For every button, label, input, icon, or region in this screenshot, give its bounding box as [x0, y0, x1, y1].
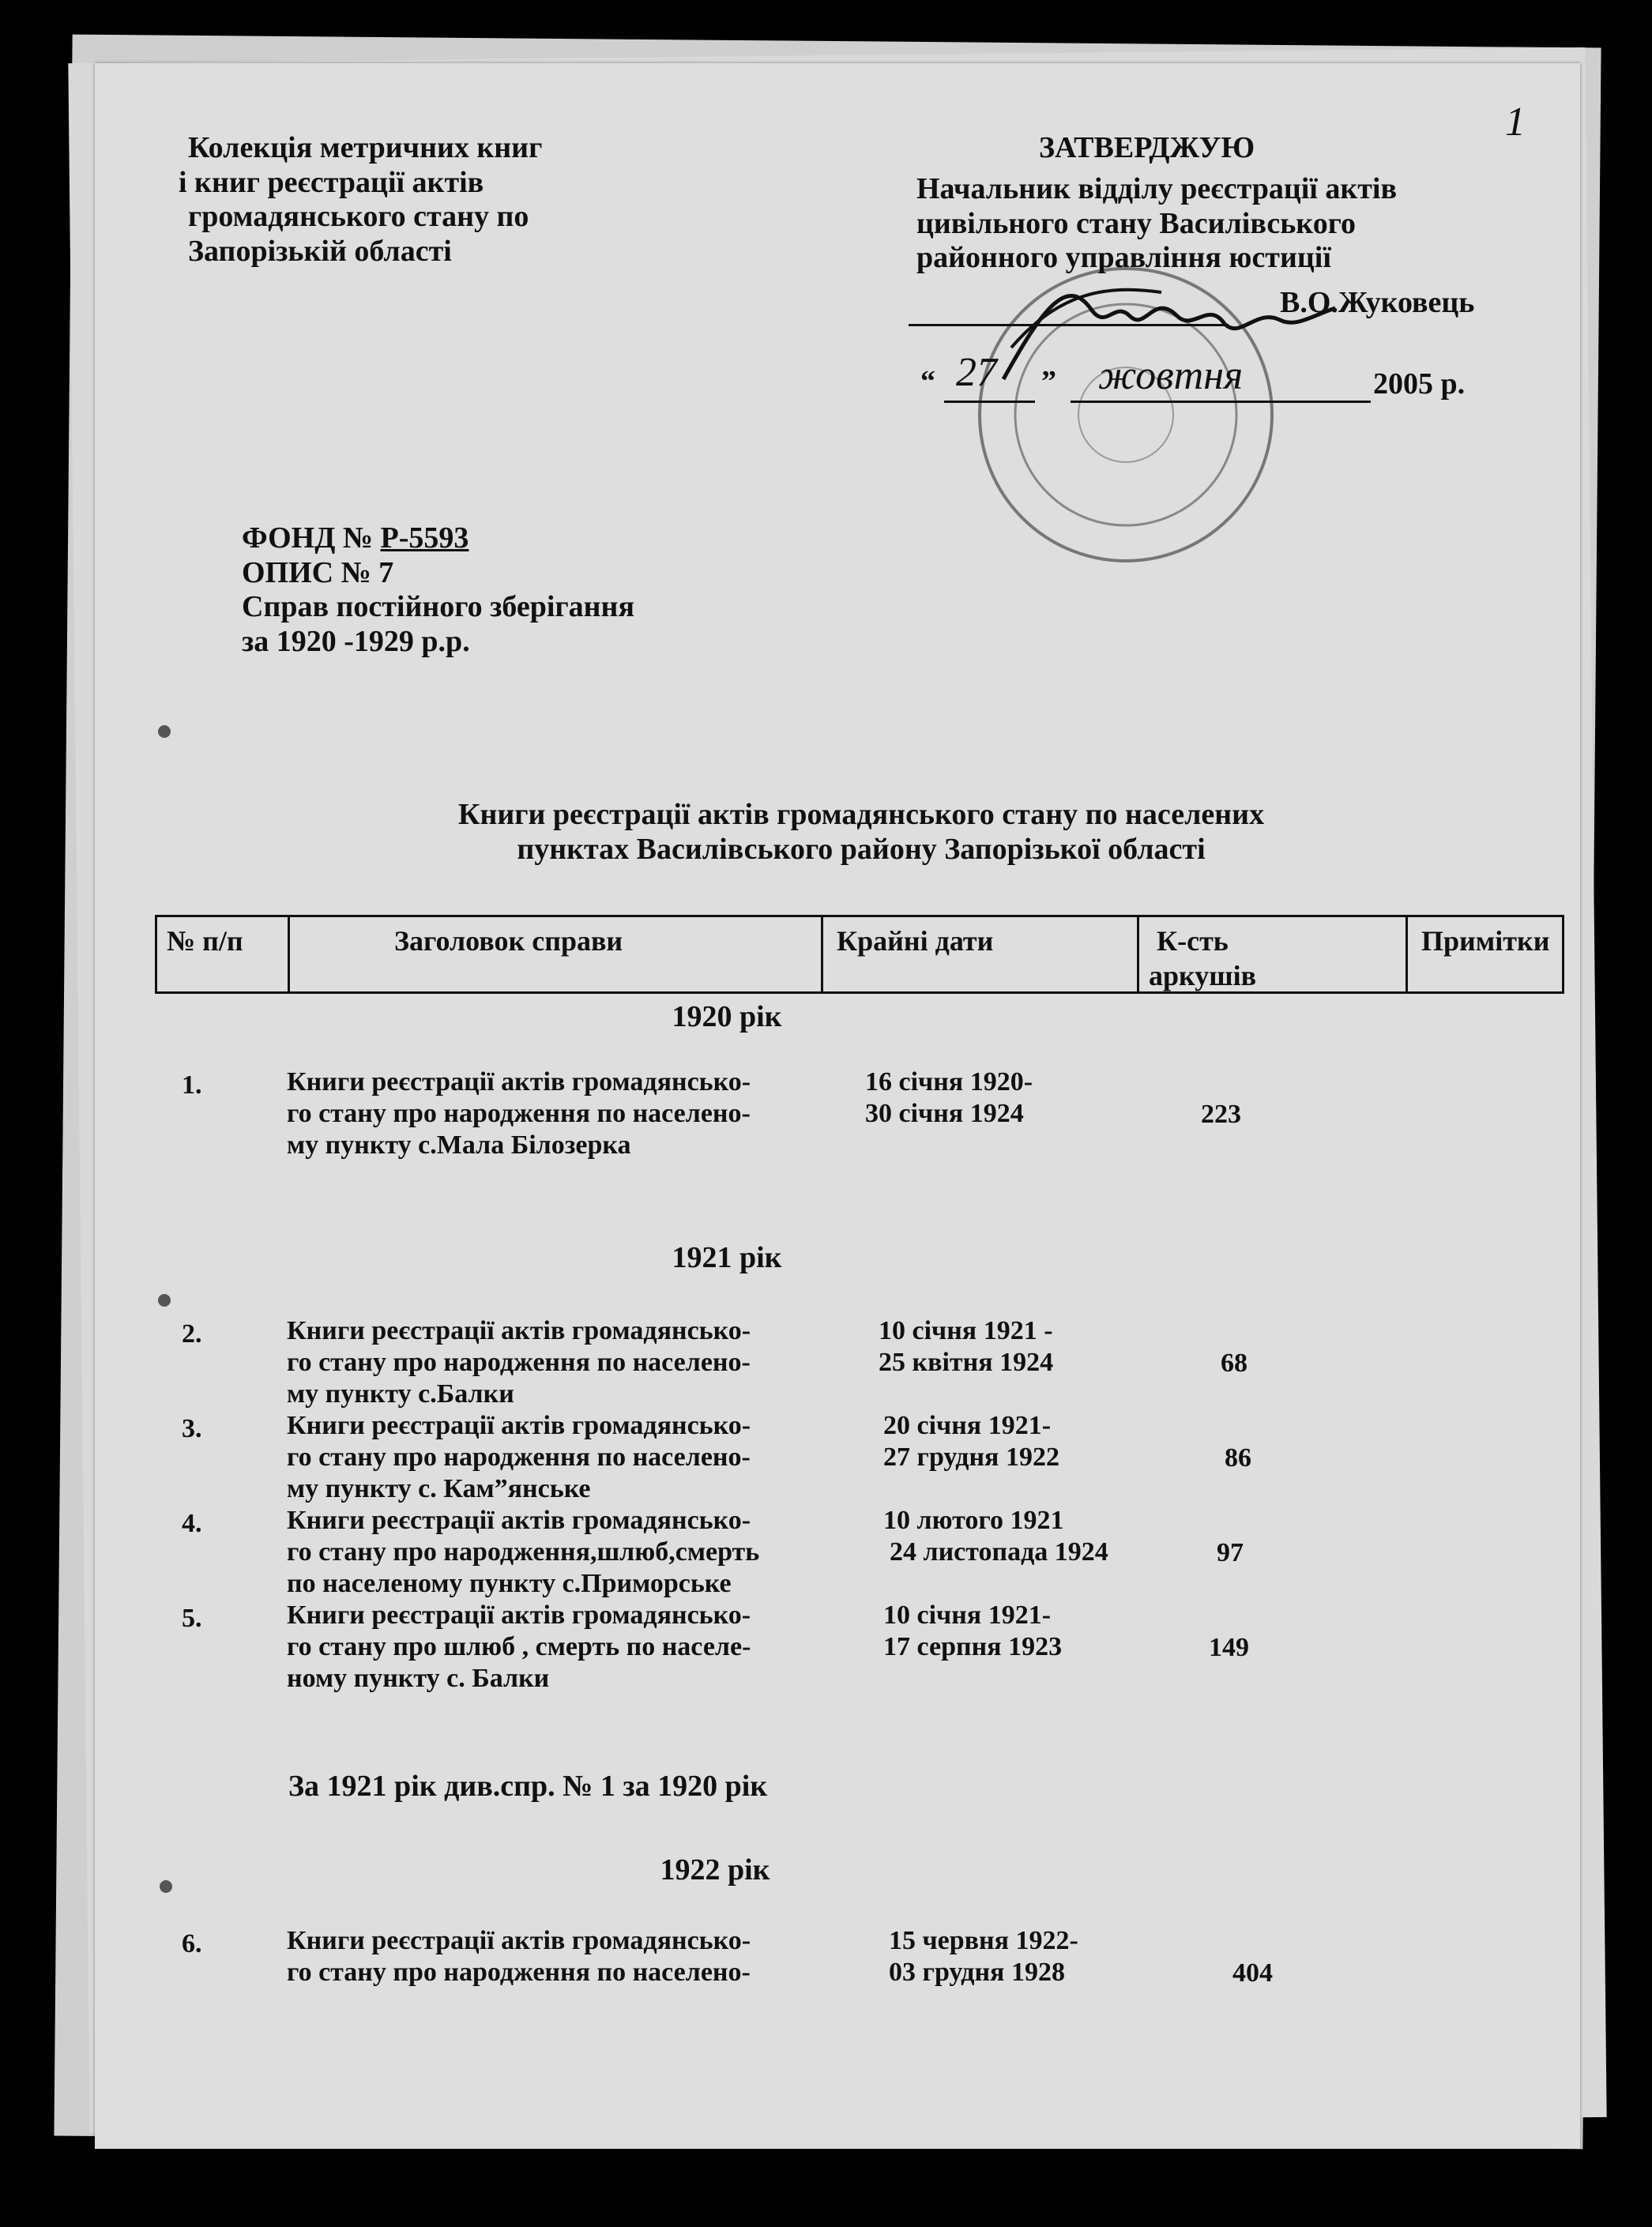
row-title: Книги реєстрації актів громадянсько- го стану про народження,шлюб,смерть по населеному пункту с.Приморське	[287, 1506, 760, 1598]
fond-block: ФОНД № Р-5593 ОПИС № 7 Справ постійного зберігання за 1920 -1929 р.р.	[242, 521, 635, 659]
row-dates: 10 січня 1921- 17 серпня 1923	[883, 1601, 1063, 1661]
punch-hole	[158, 1294, 171, 1307]
row-number: 2.	[182, 1319, 202, 1349]
date-day: 27	[956, 350, 997, 395]
date-day-line	[944, 401, 1035, 403]
col-sheets-header: К-сть	[1157, 925, 1229, 957]
row-title: Книги реєстрації актів громадянсько- го стану про шлюб , смерть по населе- ному пункту с. Балки	[287, 1601, 751, 1693]
punch-hole	[160, 1880, 172, 1893]
note-1921: За 1921 рік див.спр. № 1 за 1920 рік	[288, 1770, 768, 1803]
punch-hole	[158, 725, 171, 738]
row-dates: 16 січня 1920- 30 січня 1924	[865, 1067, 1033, 1128]
col-notes-header: Примітки	[1421, 925, 1550, 957]
document-page	[95, 63, 1580, 2149]
row-title: Книги реєстрації актів громадянсько- го стану про народження по населено- му пункту с.Балки	[287, 1316, 751, 1409]
year-heading-1920: 1920 рік	[672, 1000, 782, 1033]
row-dates: 10 січня 1921 - 25 квітня 1924	[879, 1316, 1054, 1377]
row-title: Книги реєстрації актів громадянсько- го стану про народження по населено- му пункту с.Мала Білозерка	[287, 1067, 751, 1160]
col-dates-header: Крайні дати	[837, 925, 994, 957]
row-number: 1.	[182, 1070, 202, 1100]
row-number: 3.	[182, 1414, 202, 1443]
date-close-quote: ”	[1041, 365, 1056, 398]
row-sheets: 404	[1232, 1958, 1273, 1988]
collection-title: Колекція метричних книг і книг реєстрації актів громадянського стану по Запорізькій області	[179, 131, 543, 269]
year-heading-1921: 1921 рік	[672, 1241, 782, 1274]
row-dates: 15 червня 1922- 03 грудня 1928	[889, 1926, 1078, 1987]
date-year: 2005 р.	[1373, 367, 1466, 401]
table-header	[155, 915, 1564, 994]
page-number-mark: 1	[1505, 100, 1526, 145]
row-title: Книги реєстрації актів громадянсько- го стану про народження по населено-	[287, 1926, 751, 1987]
col-sheets-header-2: аркушів	[1149, 960, 1257, 991]
approval-heading: ЗАТВЕРДЖУЮ	[1039, 131, 1255, 164]
row-sheets: 97	[1217, 1538, 1244, 1567]
row-number: 4.	[182, 1509, 202, 1538]
approver-name: В.О.Жуковець	[1280, 286, 1475, 319]
row-sheets: 149	[1209, 1633, 1249, 1662]
signature-line	[909, 324, 1229, 326]
row-dates: 10 лютого 1921 24 листопада 1924	[883, 1506, 1108, 1567]
row-number: 5.	[182, 1604, 202, 1633]
row-number: 6.	[182, 1929, 202, 1958]
year-heading-1922: 1922 рік	[660, 1853, 770, 1887]
row-title: Книги реєстрації актів громадянсько- го стану про народження по населено- му пункту с. Кам”янське	[287, 1411, 751, 1503]
document-title: Книги реєстрації актів громадянського стану по населених пунктах Василівського району Запорізької області	[457, 798, 1265, 866]
date-month: жовтня	[1098, 353, 1244, 398]
date-month-line	[1071, 401, 1371, 403]
approval-position: Начальник відділу реєстрації актів цивільного стану Василівського районного управління юстиції	[916, 172, 1397, 275]
row-sheets: 68	[1221, 1349, 1247, 1378]
row-sheets: 223	[1201, 1100, 1241, 1129]
col-number-header: № п/п	[167, 925, 243, 957]
col-title-header: Заголовок справи	[394, 925, 623, 957]
date-open-quote: “	[920, 365, 935, 398]
row-sheets: 86	[1225, 1443, 1251, 1473]
row-dates: 20 січня 1921- 27 грудня 1922	[883, 1411, 1059, 1472]
